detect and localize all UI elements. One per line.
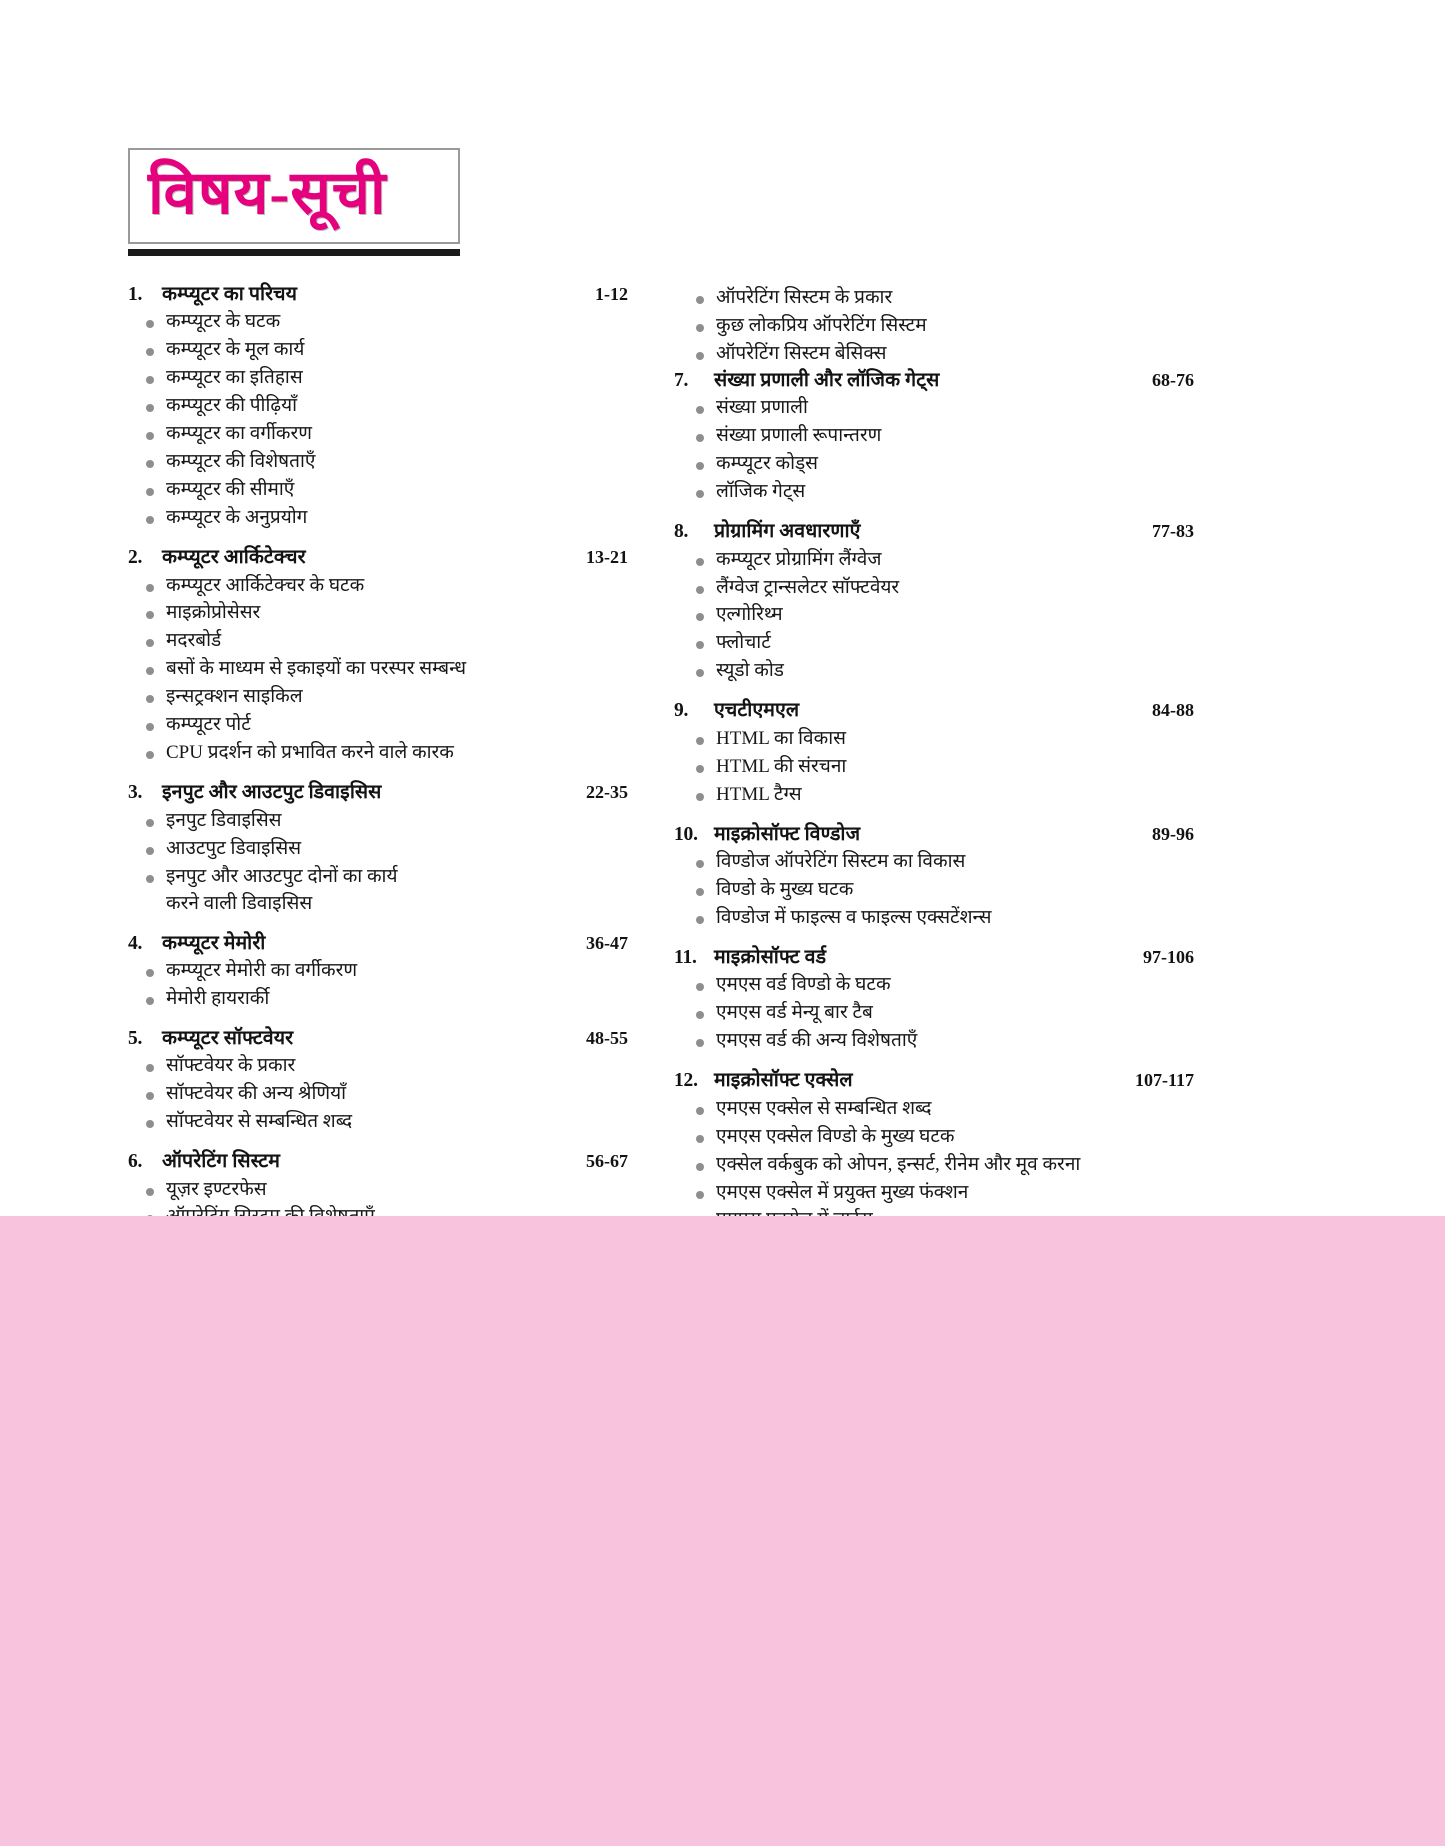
chapter-page-range: 1-12 bbox=[595, 284, 628, 304]
chapter-topic-list bbox=[674, 972, 1194, 1055]
bullet-dot-icon bbox=[146, 1120, 154, 1128]
list-item-label: संख्या प्रणाली रूपान्तरण bbox=[716, 425, 882, 447]
chapter-page-range: 107-117 bbox=[1134, 1070, 1194, 1091]
chapter-topic-list bbox=[674, 726, 1194, 809]
list-item[interactable] bbox=[128, 628, 628, 655]
chapter-number: 7. bbox=[674, 369, 689, 391]
chapter-page-range: 68-76 bbox=[1152, 369, 1194, 390]
chapter-page-range: 36-47 bbox=[586, 932, 628, 953]
toc-column-right bbox=[674, 283, 1194, 1261]
list-item-label: विण्डोज में फाइल्स व फाइल्स एक्सटेंशन्स bbox=[716, 906, 992, 928]
list-item-label: इनपुट डिवाइसिस bbox=[166, 809, 282, 831]
list-item[interactable] bbox=[128, 505, 628, 532]
list-item-label: यूज़र इण्टरफेस bbox=[166, 1178, 267, 1200]
list-item[interactable] bbox=[128, 1081, 628, 1108]
chapter-title: माइक्रोसॉफ्ट विण्डोज bbox=[714, 823, 861, 845]
list-item[interactable] bbox=[674, 1096, 1194, 1123]
bullet-dot-icon bbox=[696, 1039, 704, 1047]
list-item-label: कम्प्यूटर के अनुप्रयोग bbox=[166, 507, 308, 529]
list-item-label: ऑपरेटिंग सिस्टम के प्रकार bbox=[716, 287, 893, 308]
page-title-box bbox=[128, 148, 460, 244]
chapter-page-range: 22-35 bbox=[586, 782, 628, 803]
list-item-label: लॉजिक गेट्स bbox=[716, 481, 806, 503]
chapter-title: कम्प्यूटर का परिचय bbox=[162, 284, 298, 305]
chapter-number: 3. bbox=[128, 782, 143, 804]
chapter-topic-list bbox=[128, 573, 628, 768]
bullet-dot-icon bbox=[696, 860, 704, 868]
chapter-page-range: 56-67 bbox=[586, 1151, 628, 1172]
list-item-label: कम्प्यूटर प्रोग्रामिंग लैंग्वेज bbox=[716, 548, 882, 570]
list-item-label: एमएस वर्ड की अन्य विशेषताएँ bbox=[716, 1030, 918, 1052]
bullet-dot-icon bbox=[146, 751, 154, 759]
bullet-dot-icon bbox=[696, 406, 704, 414]
chapter-page-range: 77-83 bbox=[1152, 521, 1194, 542]
chapter-heading[interactable] bbox=[674, 1069, 1194, 1093]
chapter-number: 11. bbox=[674, 946, 697, 968]
chapter-page-range: 97-106 bbox=[1143, 946, 1194, 967]
chapter-title: संख्या प्रणाली और लॉजिक गेट्स bbox=[714, 369, 940, 391]
bullet-dot-icon bbox=[146, 1092, 154, 1100]
bullet-dot-icon bbox=[696, 669, 704, 677]
list-item[interactable] bbox=[674, 1180, 1194, 1207]
chapter-title: कम्प्यूटर आर्किटेक्चर bbox=[162, 547, 306, 569]
bullet-dot-icon bbox=[696, 983, 704, 991]
list-item-label: एल्गोरिथ्म bbox=[716, 604, 783, 626]
toc-chapter bbox=[128, 283, 628, 532]
toc-chapter bbox=[674, 1069, 1194, 1234]
page-title: विषय-सूची bbox=[148, 160, 387, 226]
list-item[interactable] bbox=[128, 864, 628, 918]
list-item-label: लैंग्वेज ट्रान्सलेटर सॉफ्टवेयर bbox=[716, 576, 900, 598]
bullet-dot-icon bbox=[146, 320, 154, 328]
chapter-heading[interactable] bbox=[674, 520, 1194, 544]
chapter-number: 8. bbox=[674, 521, 689, 543]
bullet-dot-icon bbox=[696, 586, 704, 594]
chapter-heading[interactable] bbox=[674, 946, 1194, 970]
bullet-dot-icon bbox=[146, 348, 154, 356]
bullet-dot-icon bbox=[696, 1011, 704, 1019]
list-item-label: बसों के माध्यम से इकाइयों का परस्पर सम्बन्ध bbox=[166, 658, 467, 680]
list-item-label: मेमोरी हायरार्की bbox=[166, 987, 270, 1009]
list-item-label: स्यूडो कोड bbox=[716, 660, 784, 682]
chapter-page-range: 84-88 bbox=[1152, 700, 1194, 721]
chapter-number: 2. bbox=[128, 547, 143, 569]
toc-chapter bbox=[674, 369, 1194, 506]
chapter-topic-list bbox=[128, 309, 628, 532]
list-item-label: सॉफ्टवेयर की अन्य श्रेणियाँ bbox=[166, 1083, 347, 1105]
chapter-heading[interactable] bbox=[674, 699, 1194, 723]
chapter-title: माइक्रोसॉफ्ट वर्ड bbox=[714, 946, 827, 968]
chapter-title: प्रोग्रामिंग अवधारणाएँ bbox=[714, 521, 861, 543]
page-title-block bbox=[128, 148, 460, 256]
chapter-title: माइक्रोसॉफ्ट एक्सेल bbox=[714, 1070, 853, 1092]
list-item[interactable] bbox=[674, 658, 1194, 685]
list-item-label: संख्या प्रणाली bbox=[716, 397, 808, 419]
list-item[interactable] bbox=[674, 877, 1194, 904]
list-item-label: कम्प्यूटर कोड्स bbox=[716, 453, 819, 475]
toc-chapter bbox=[674, 699, 1194, 808]
bullet-dot-icon bbox=[146, 1188, 154, 1196]
bottom-pink-band bbox=[0, 1216, 1445, 1846]
chapter-heading[interactable] bbox=[674, 823, 1194, 847]
bullet-dot-icon bbox=[146, 460, 154, 468]
list-item-label: कम्प्यूटर की विशेषताएँ bbox=[166, 451, 316, 473]
toc-chapter bbox=[128, 781, 628, 917]
bullet-dot-icon bbox=[146, 488, 154, 496]
list-item-label: आउटपुट डिवाइसिस bbox=[166, 837, 302, 859]
bullet-dot-icon bbox=[696, 888, 704, 896]
bullet-dot-icon bbox=[696, 352, 704, 360]
list-item-label: CPU प्रदर्शन को प्रभावित करने वाले कारक bbox=[166, 742, 454, 764]
chapter-topic-list bbox=[674, 849, 1194, 932]
toc-chapter bbox=[128, 932, 628, 1013]
chapter-heading[interactable] bbox=[674, 369, 1194, 393]
bullet-dot-icon bbox=[696, 1163, 704, 1171]
list-item[interactable] bbox=[128, 477, 628, 504]
bullet-dot-icon bbox=[696, 613, 704, 621]
chapter-number: 12. bbox=[674, 1070, 698, 1092]
bullet-dot-icon bbox=[146, 695, 154, 703]
list-item[interactable] bbox=[674, 1124, 1194, 1151]
list-item[interactable] bbox=[128, 808, 628, 835]
bullet-dot-icon bbox=[696, 765, 704, 773]
list-item-label: कम्प्यूटर की पीढ़ियाँ bbox=[166, 395, 298, 417]
list-item-label: कम्प्यूटर मेमोरी का वर्गीकरण bbox=[166, 959, 358, 981]
list-item[interactable] bbox=[674, 479, 1194, 506]
list-item-label: कम्प्यूटर का वर्गीकरण bbox=[166, 423, 313, 445]
chapter-topic-list bbox=[674, 285, 1194, 368]
list-item[interactable] bbox=[674, 754, 1194, 781]
chapter-number: 5. bbox=[128, 1027, 143, 1049]
list-item[interactable] bbox=[674, 726, 1194, 753]
list-item-label: विण्डोज ऑपरेटिंग सिस्टम का विकास bbox=[716, 851, 966, 873]
bullet-dot-icon bbox=[146, 516, 154, 524]
chapter-page-range: 48-55 bbox=[586, 1027, 628, 1048]
list-item[interactable] bbox=[674, 547, 1194, 574]
bullet-dot-icon bbox=[146, 404, 154, 412]
chapter-page-range: 13-21 bbox=[586, 547, 628, 568]
toc-chapter bbox=[128, 546, 628, 767]
list-item-label: इनपुट और आउटपुट दोनों का कार्य bbox=[166, 865, 398, 887]
list-item-label: ऑपरेटिंग सिस्टम बेसिक्स bbox=[716, 342, 887, 364]
bullet-dot-icon bbox=[146, 376, 154, 384]
list-item-label: सॉफ्टवेयर के प्रकार bbox=[166, 1055, 296, 1077]
list-item[interactable] bbox=[128, 712, 628, 739]
bullet-dot-icon bbox=[696, 462, 704, 470]
bullet-dot-icon bbox=[146, 819, 154, 827]
bullet-dot-icon bbox=[696, 324, 704, 332]
bullet-dot-icon bbox=[696, 916, 704, 924]
bullet-dot-icon bbox=[696, 296, 704, 304]
list-item-label: माइक्रोप्रोसेसर bbox=[166, 602, 261, 624]
list-item-label: एमएस वर्ड मेन्यू बार टैब bbox=[716, 1002, 873, 1024]
list-item-label: सॉफ्टवेयर से सम्बन्धित शब्द bbox=[166, 1111, 353, 1133]
chapter-heading[interactable] bbox=[128, 932, 628, 956]
bullet-dot-icon bbox=[696, 558, 704, 566]
bullet-dot-icon bbox=[146, 723, 154, 731]
list-item[interactable] bbox=[128, 309, 628, 336]
list-item[interactable] bbox=[128, 986, 628, 1013]
chapter-heading[interactable] bbox=[128, 781, 628, 805]
chapter-page-range: 89-96 bbox=[1152, 823, 1194, 844]
list-item-label: एमएस एक्सेल से सम्बन्धित शब्द bbox=[716, 1097, 932, 1119]
chapter-number: 6. bbox=[128, 1151, 143, 1173]
toc-column-left bbox=[128, 283, 628, 1261]
list-item[interactable] bbox=[674, 782, 1194, 809]
list-item[interactable] bbox=[674, 905, 1194, 932]
list-item-label: HTML का विकास bbox=[716, 727, 846, 749]
bullet-dot-icon bbox=[146, 847, 154, 855]
chapter-topic-list bbox=[128, 808, 628, 918]
chapter-number: 1. bbox=[128, 284, 143, 305]
chapter-heading[interactable] bbox=[128, 1150, 628, 1174]
bullet-dot-icon bbox=[146, 667, 154, 675]
list-item[interactable] bbox=[128, 684, 628, 711]
list-item[interactable] bbox=[674, 602, 1194, 629]
list-item[interactable] bbox=[674, 849, 1194, 876]
list-item[interactable] bbox=[674, 341, 1194, 368]
list-item-label: इन्सट्रक्शन साइकिल bbox=[166, 686, 303, 708]
list-item[interactable] bbox=[674, 1152, 1194, 1179]
chapter-heading[interactable] bbox=[128, 283, 628, 307]
list-item-label: एमएस एक्सेल विण्डो के मुख्य घटक bbox=[716, 1125, 955, 1147]
list-item[interactable] bbox=[674, 1000, 1194, 1027]
list-item[interactable] bbox=[128, 1177, 628, 1204]
chapter-heading[interactable] bbox=[128, 546, 628, 570]
toc-chapter bbox=[674, 823, 1194, 932]
chapter-title: कम्प्यूटर मेमोरी bbox=[162, 932, 266, 954]
list-item[interactable] bbox=[128, 1053, 628, 1080]
bullet-dot-icon bbox=[696, 641, 704, 649]
list-item[interactable] bbox=[674, 575, 1194, 602]
list-item[interactable] bbox=[674, 630, 1194, 657]
list-item-label: एमएस वर्ड विण्डो के घटक bbox=[716, 974, 891, 996]
chapter-number: 9. bbox=[674, 700, 689, 722]
list-item-label: एक्सेल वर्कबुक को ओपन, इन्सर्ट, रीनेम और मूव करना bbox=[716, 1153, 1081, 1175]
list-item[interactable] bbox=[128, 958, 628, 985]
list-item-label: फ्लोचार्ट bbox=[716, 632, 771, 654]
title-underline-rule bbox=[128, 249, 460, 256]
toc-chapter bbox=[128, 1027, 628, 1136]
list-item-label: कम्प्यूटर की सीमाएँ bbox=[166, 479, 295, 501]
bullet-dot-icon bbox=[696, 793, 704, 801]
bullet-dot-icon bbox=[696, 490, 704, 498]
bullet-dot-icon bbox=[146, 1064, 154, 1072]
list-item[interactable] bbox=[674, 423, 1194, 450]
bullet-dot-icon bbox=[146, 997, 154, 1005]
bullet-dot-icon bbox=[696, 1107, 704, 1115]
chapter-number: 4. bbox=[128, 932, 143, 954]
chapter-title: एचटीएमएल bbox=[714, 700, 800, 722]
list-item[interactable] bbox=[674, 285, 1194, 312]
list-item-label: एमएस एक्सेल में प्रयुक्त मुख्य फंक्शन bbox=[716, 1181, 969, 1203]
chapter-topic-list bbox=[674, 547, 1194, 686]
chapter-title: कम्प्यूटर सॉफ्टवेयर bbox=[162, 1027, 294, 1049]
list-item[interactable] bbox=[128, 740, 628, 767]
list-item[interactable] bbox=[128, 449, 628, 476]
list-item[interactable] bbox=[128, 600, 628, 627]
list-item[interactable] bbox=[674, 313, 1194, 340]
toc-chapter bbox=[674, 520, 1194, 685]
bullet-dot-icon bbox=[146, 611, 154, 619]
toc-chapter bbox=[674, 946, 1194, 1055]
list-item-label: कम्प्यूटर पोर्ट bbox=[166, 714, 251, 736]
chapter-topic-list bbox=[128, 958, 628, 1013]
list-item[interactable] bbox=[674, 451, 1194, 478]
bullet-dot-icon bbox=[696, 737, 704, 745]
list-item[interactable] bbox=[128, 836, 628, 863]
list-item[interactable] bbox=[128, 573, 628, 600]
list-item-label: HTML टैग्स bbox=[716, 783, 802, 805]
list-item-label: HTML की संरचना bbox=[716, 755, 847, 777]
list-item-label: विण्डो के मुख्य घटक bbox=[716, 879, 854, 900]
bullet-dot-icon bbox=[146, 969, 154, 977]
table-of-contents bbox=[128, 283, 1308, 1261]
list-item[interactable] bbox=[128, 365, 628, 392]
bullet-dot-icon bbox=[696, 434, 704, 442]
bullet-dot-icon bbox=[146, 875, 154, 883]
list-item[interactable] bbox=[128, 421, 628, 448]
list-item-label: कम्प्यूटर के मूल कार्य bbox=[166, 339, 305, 361]
list-item[interactable] bbox=[674, 972, 1194, 999]
bullet-dot-icon bbox=[696, 1135, 704, 1143]
chapter-topic-list bbox=[674, 1096, 1194, 1235]
chapter-topic-list bbox=[128, 1053, 628, 1136]
list-item-label: कम्प्यूटर के घटक bbox=[166, 311, 281, 333]
chapter-topic-list bbox=[674, 395, 1194, 506]
bullet-dot-icon bbox=[696, 1191, 704, 1199]
list-item[interactable] bbox=[128, 393, 628, 420]
list-item-label: मदरबोर्ड bbox=[166, 630, 222, 652]
list-item-label-continued: करने वाली डिवाइसिस bbox=[166, 892, 313, 914]
bullet-dot-icon bbox=[146, 432, 154, 440]
chapter-title: ऑपरेटिंग सिस्टम bbox=[162, 1151, 281, 1173]
chapter-heading[interactable] bbox=[128, 1027, 628, 1051]
list-item[interactable] bbox=[128, 1109, 628, 1136]
list-item-label: कम्प्यूटर आर्किटेक्चर के घटक bbox=[166, 574, 365, 596]
list-item[interactable] bbox=[674, 1028, 1194, 1055]
chapter-number: 10. bbox=[674, 823, 698, 845]
bullet-dot-icon bbox=[146, 584, 154, 592]
list-item-label: कुछ लोकप्रिय ऑपरेटिंग सिस्टम bbox=[716, 314, 927, 336]
list-item[interactable] bbox=[128, 337, 628, 364]
list-item[interactable] bbox=[128, 656, 628, 683]
list-item-label: कम्प्यूटर का इतिहास bbox=[166, 367, 303, 389]
bullet-dot-icon bbox=[146, 639, 154, 647]
chapter-title: इनपुट और आउटपुट डिवाइसिस bbox=[162, 782, 382, 804]
list-item[interactable] bbox=[674, 395, 1194, 422]
